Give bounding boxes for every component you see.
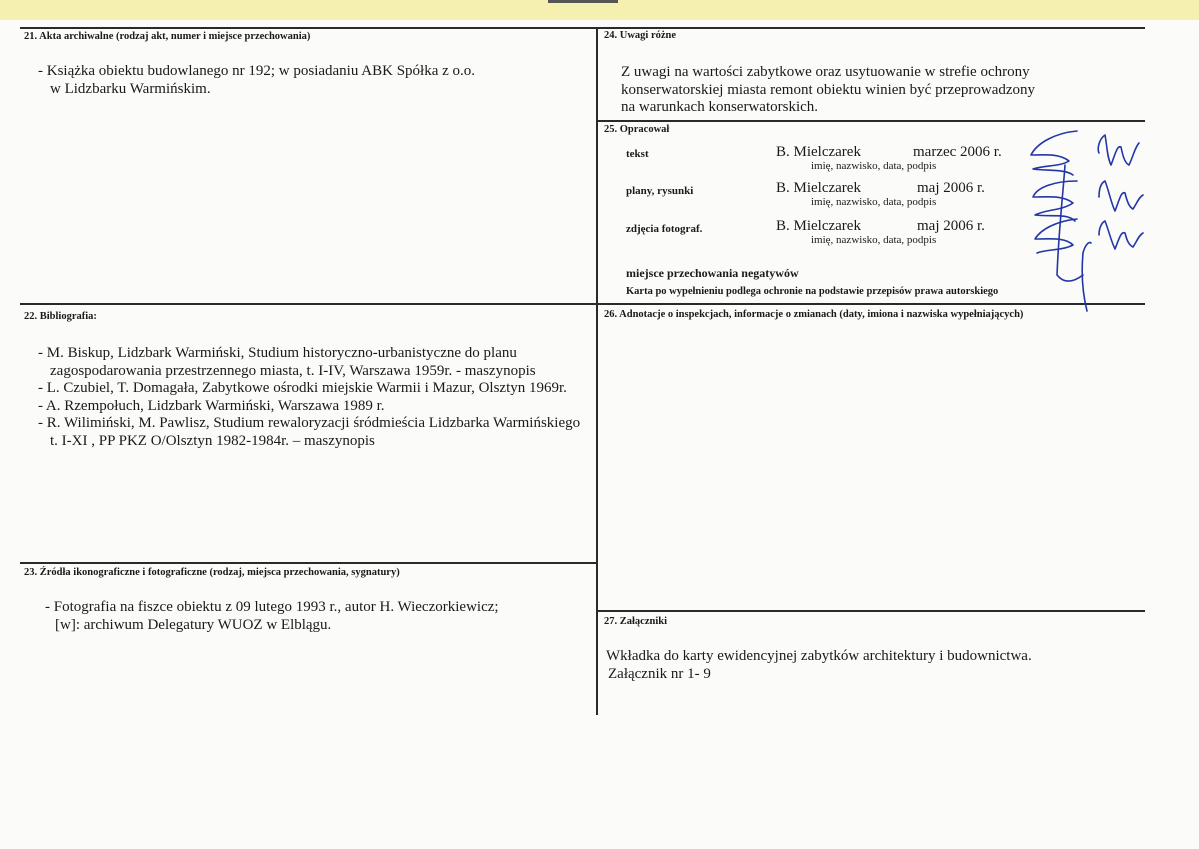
prepared-label-plans: plany, rysunki: [626, 185, 694, 197]
prepared-date-text: marzec 2006 r.: [913, 144, 1002, 160]
section-27-body: [606, 648, 1136, 683]
top-margin-strip: [0, 0, 1199, 20]
section-24-body: [621, 64, 1141, 117]
rule-21-22: [20, 303, 1145, 305]
bibliography-list: [38, 345, 583, 450]
section-25-title: 25. Opracował: [604, 124, 670, 135]
prepared-date-plans: maj 2006 r.: [917, 180, 985, 196]
rule-24-25: [596, 120, 1145, 122]
iconography-line-2: [w]: archiwum Delegatury WUOZ w Elblągu.: [55, 616, 332, 633]
section-26-title: 26. Adnotacje o inspekcjach, informacje o zmianach (daty, imiona i nazwiska wypełniających): [604, 309, 1024, 320]
prepared-name-photos: B. Mielczarek: [776, 218, 861, 234]
section-21-body: [38, 63, 588, 98]
rule-26-27: [596, 610, 1145, 612]
section-21-title: 21. Akta archiwalne (rodzaj akt, numer i miejsce przechowania): [24, 31, 311, 42]
prepared-caption-photos: imię, nazwisko, data, podpis: [811, 234, 937, 246]
prepared-caption-plans: imię, nazwisko, data, podpis: [811, 196, 937, 208]
section-22-title: 22. Bibliografia:: [24, 311, 97, 322]
prepared-label-photos: zdjęcia fotograf.: [626, 223, 703, 235]
prepared-caption-text: imię, nazwisko, data, podpis: [811, 160, 937, 172]
rule-22-23: [20, 562, 596, 564]
prepared-name-plans: B. Mielczarek: [776, 180, 861, 196]
prepared-name-text: B. Mielczarek: [776, 144, 861, 160]
prepared-date-photos: maj 2006 r.: [917, 218, 985, 234]
scan-mark: [548, 0, 618, 3]
remarks-line-2: konserwatorskiej miasta remont obiektu winien być przeprowadzony: [621, 81, 1036, 98]
section-23-title: 23. Źródła ikonograficzne i fotograficzne (rodzaj, miejsca przechowania, sygnatury): [24, 567, 400, 578]
negatives-location: miejsce przechowania negatywów: [626, 266, 799, 280]
archive-line-2: w Lidzbarku Warmińskim.: [50, 80, 211, 97]
section-24-title: 24. Uwagi różne: [604, 30, 677, 41]
signature-image: [1025, 125, 1147, 320]
prepared-label-text: tekst: [626, 148, 649, 160]
bibliography-item: - L. Czubiel, T. Domagała, Zabytkowe ośrodki miejskie Warmii i Mazur, Olsztyn 1969r.: [38, 380, 567, 396]
attachments-line-1: Wkładka do karty ewidencyjnej zabytków architektury i budownictwa.: [606, 648, 1032, 664]
remarks-line-3: na warunkach konserwatorskich.: [621, 99, 819, 115]
section-27-title: 27. Załączniki: [604, 616, 668, 627]
remarks-line-1: Z uwagi na wartości zabytkowe oraz usytuowanie w strefie ochrony: [621, 64, 1030, 80]
copyright-notice: Karta po wypełnieniu podlega ochronie na podstawie przepisów prawa autorskiego: [626, 286, 999, 297]
bibliography-item: - R. Wilimiński, M. Pawlisz, Studium rewaloryzacji śródmieścia Lidzbarka Warmińskiego t. I-XI , PP PKZ O/Olsztyn 1982-1984r. – maszynopis: [38, 415, 581, 449]
archive-line-1: - Książka obiektu budowlanego nr 192; w posiadaniu ABK Spółka z o.o.: [38, 63, 476, 79]
bibliography-item: - A. Rzempołuch, Lidzbark Warmiński, Warszawa 1989 r.: [38, 397, 385, 414]
attachments-line-2: Załącznik nr 1- 9: [608, 665, 711, 682]
iconography-line-1: - Fotografia na fiszce obiektu z 09 lutego 1993 r., autor H. Wieczorkiewicz;: [45, 599, 499, 615]
bibliography-item: - M. Biskup, Lidzbark Warmiński, Studium historyczno-urbanistyczne do planu zagospodarowania przestrzennego miasta, t. I-IV, Warszawa 1959r. - maszynopis: [38, 345, 536, 379]
section-23-body: [45, 599, 590, 634]
rule-top: [20, 27, 1145, 29]
